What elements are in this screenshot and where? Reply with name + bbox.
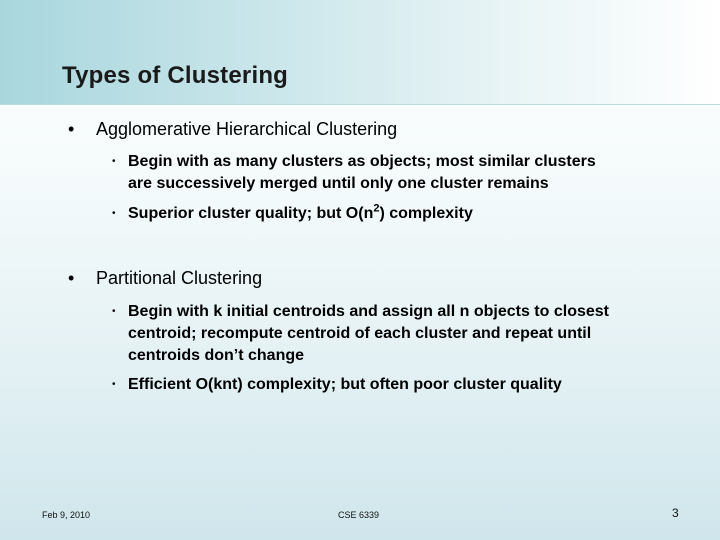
- point-bullet: •: [112, 306, 116, 317]
- section-heading-partitional: Partitional Clustering: [96, 268, 263, 288]
- section-bullet: •: [68, 268, 75, 288]
- point-partitional-quality: Efficient O(knt) complexity; but often poor cluster quality: [128, 376, 562, 393]
- footer-course: CSE 6339: [338, 510, 380, 520]
- superscript: 2: [373, 202, 380, 215]
- point-text: ) complexity: [379, 205, 473, 222]
- point-text: Superior cluster quality; but O(n: [128, 205, 374, 222]
- footer-date: Feb 9, 2010: [42, 510, 91, 520]
- title-divider: [0, 104, 720, 105]
- section-heading-agglomerative: Agglomerative Hierarchical Clustering: [96, 119, 398, 139]
- point-bullet: •: [112, 379, 116, 390]
- point-partitional-description: [128, 301, 609, 367]
- slide-title: Types of Clustering: [62, 62, 289, 89]
- point-line: centroids don’t change: [128, 347, 305, 364]
- point-line: Begin with k initial centroids and assign all n objects to closest: [128, 303, 609, 320]
- point-line: Begin with as many clusters as objects; most similar clusters: [128, 153, 596, 170]
- point-agglomerative-quality: [128, 203, 473, 225]
- point-bullet: •: [112, 156, 116, 167]
- point-bullet: •: [112, 208, 116, 219]
- point-line: are successively merged until only one cluster remains: [128, 175, 549, 192]
- page-number: 3: [672, 506, 679, 520]
- point-line: centroid; recompute centroid of each cluster and repeat until: [128, 325, 592, 342]
- point-agglomerative-description: [128, 151, 596, 195]
- section-bullet: •: [68, 119, 75, 139]
